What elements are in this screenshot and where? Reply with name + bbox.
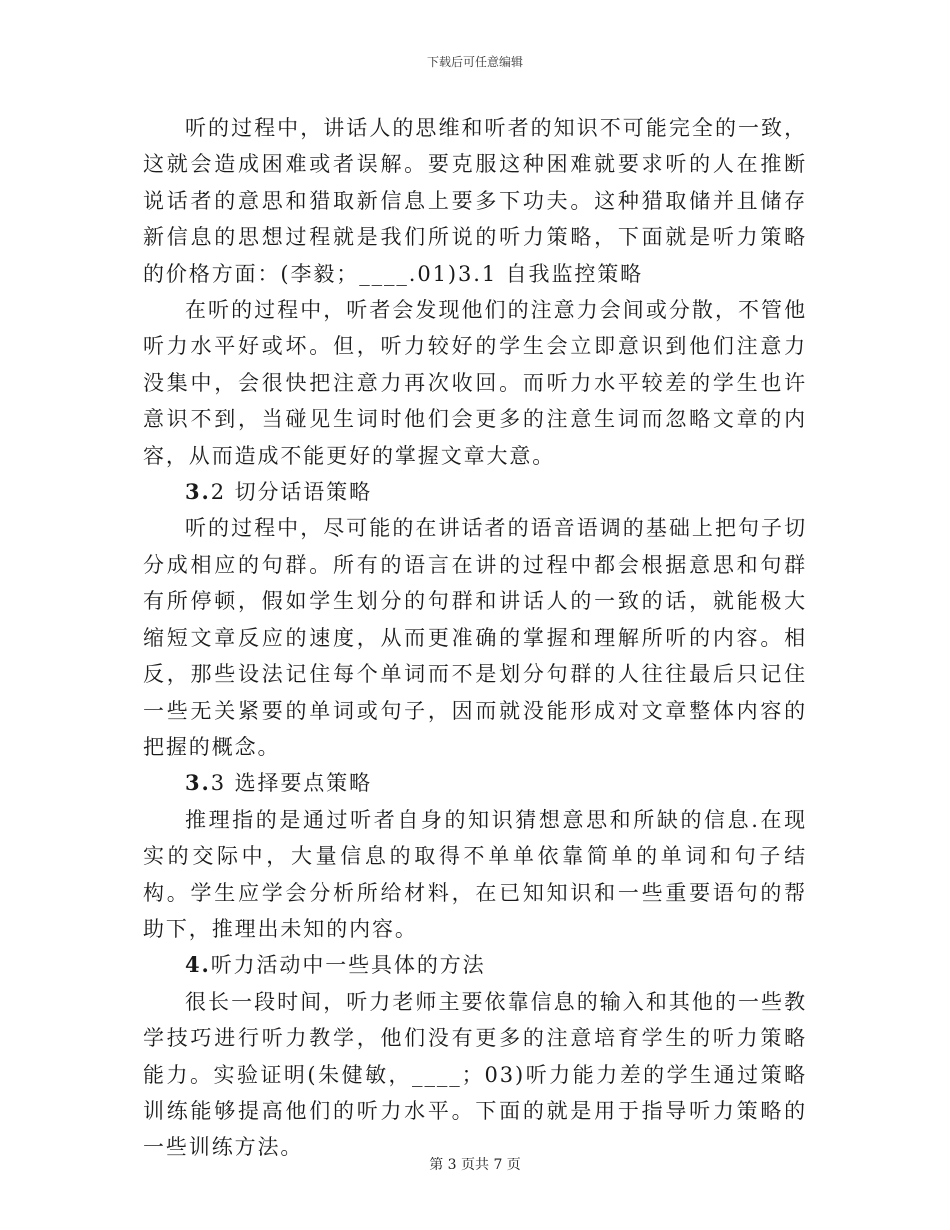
document-body xyxy=(143,110,807,1166)
paragraph-self-monitoring: 在听的过程中，听者会发现他们的注意力会间或分散，不管他听力水平好或坏。但，听力较好的学生会立即意识到他们注意力没集中，会很快把注意力再次收回。而听力水平较差的学生也许意识不到，当碰见生词时他们会更多的注意生词而忽略文章的内容，从而造成不能更好的掌握文章大意。 xyxy=(143,298,807,468)
section-number: 3. xyxy=(185,770,211,796)
section-title: 2 切分话语策略 xyxy=(210,480,372,505)
section-heading-3-3 xyxy=(143,765,807,801)
paragraph-training-methods: 很长一段时间，听力老师主要依靠信息的输入和其他的一些教学技巧进行听力教学，他们没有更多的注意培育学生的听力策略能力。实验证明(朱健敏，____；03)听力能力差的学生通过策略训练能够提高他们的听力水平。下面的就是用于指导听力策略的一些训练方法。 xyxy=(143,989,807,1160)
paragraph-segmentation: 听的过程中，尽可能的在讲话者的语音语调的基础上把句子切分成相应的句群。所有的语言在讲的过程中都会根据意思和句群有所停顿，假如学生划分的句群和讲话人的一致的话，就能极大缩短文章反应的速度，从而更准确的掌握和理解所听的内容。相反，那些设法记住每个单词而不是划分句群的人往往最后只记住一些无关紧要的单词或句子，因而就没能形成对文章整体内容的把握的概念。 xyxy=(143,516,807,759)
paragraph-listening-process: 听的过程中，讲话人的思维和听者的知识不可能完全的一致，这就会造成困难或者误解。要克服这种困难就要求听的人在推断说话者的意思和猎取新信息上要多下功夫。这种猎取储并且储存新信息的思想过程就是我们所说的听力策略，下面就是听力策略的价格方面：(李毅；____.01)3.1 自我监控策略 xyxy=(143,116,807,286)
section-title: 3 选择要点策略 xyxy=(210,771,372,796)
section-heading-4 xyxy=(143,947,807,983)
section-title: 听力活动中一些具体的方法 xyxy=(210,953,486,978)
paragraph-inference: 推理指的是通过听者自身的知识猜想意思和所缺的信息.在现实的交际中，大量信息的取得不单单依靠简单的单词和句子结构。学生应学会分析所给材料，在已知知识和一些重要语句的帮助下，推理出未知的内容。 xyxy=(143,807,807,941)
page-header: 下载后可任意编辑 xyxy=(426,55,523,69)
section-number: 4. xyxy=(185,952,211,978)
page-footer: 第 3 页共 7 页 xyxy=(429,1157,521,1173)
section-heading-3-2 xyxy=(143,474,807,510)
section-number: 3. xyxy=(185,479,211,505)
